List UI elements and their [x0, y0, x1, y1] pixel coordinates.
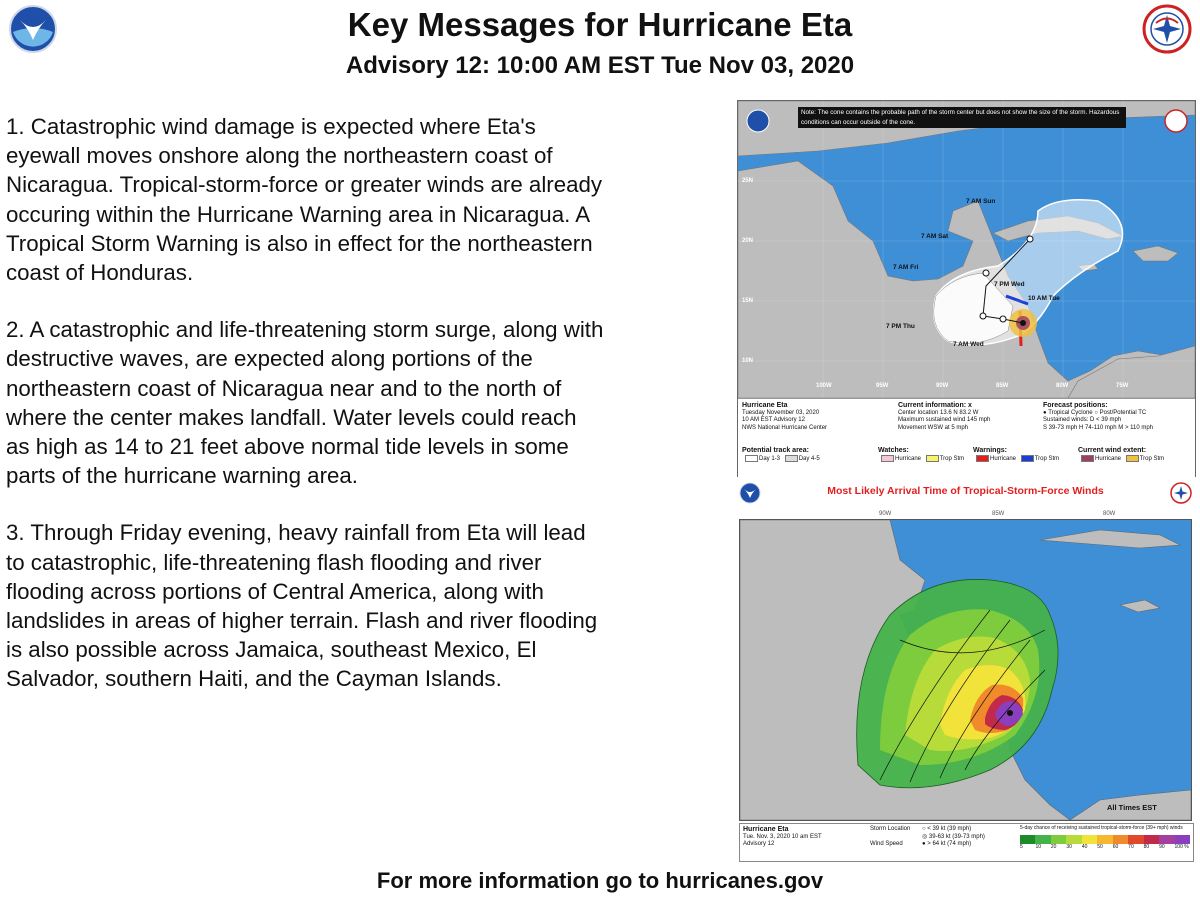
watches-legend [878, 447, 978, 463]
key-messages [6, 112, 606, 722]
cone-storm-advisory: 10 AM EST Advisory 12 [742, 417, 805, 423]
cone-storm-date: Tuesday November 03, 2020 [742, 409, 820, 416]
arrival-wind-key: ○ < 39 kt (39 mph) ◎ 39-63 kt (39-73 mph) ● > 64 kt (74 mph) [922, 826, 985, 847]
current-position-marker [1020, 320, 1026, 326]
arrival-key-labels [870, 826, 922, 849]
lat-label: 20N [742, 238, 754, 244]
cone-legend [738, 398, 1195, 477]
s-wind: S 39-73 mph [1043, 424, 1078, 431]
cone-forecast-info: Forecast positions: ● Tropical Cyclone ○ Post/Potential TC Sustained winds: D < 39 mph S 39-73 mph H 74-110 mph M > 110 mph [1043, 402, 1193, 432]
d-wind: D < 39 mph [1090, 417, 1122, 423]
scale-title: 5-day chance of receiving sustained tropical-storm-force (39+ mph) winds [1020, 825, 1183, 831]
day13-label: Day 1-3 [759, 455, 781, 462]
watch-hurricane: Hurricane [895, 455, 922, 462]
lon-label: 85W [996, 383, 1009, 389]
wind-extent-title: Current wind extent: [1078, 447, 1147, 454]
lat-label: 25N [742, 178, 754, 184]
wind-extent-legend [1078, 447, 1193, 463]
m-wind: M > 110 mph [1118, 424, 1154, 431]
arrival-legend [739, 823, 1194, 862]
lat-label: 15N [742, 298, 754, 304]
warnings-legend [973, 447, 1083, 463]
lon-label: 100W [816, 383, 832, 389]
page-title: Key Messages for Hurricane Eta [347, 6, 853, 43]
lon-label: 80W [1056, 383, 1069, 389]
track-label-wed-pm: 7 PM Wed [994, 281, 1025, 288]
current-info-title: Current information: [898, 402, 967, 409]
storm-location-label: Storm Location [870, 826, 911, 832]
watch-trop-stm: Trop Stm [939, 455, 965, 462]
arrival-map [739, 519, 1192, 821]
key-message-1: 1. Catastrophic wind damage is expected where Eta's eyewall moves onshore along the northeastern coast of Nicaragua. Tropical-storm-force or greater winds are already occuring within the Hurricane Warning area in Nicaragua. A Tropical Storm Warning is also in effect for the northeastern coast of Honduras. [6, 114, 603, 286]
extent-hurricane: Hurricane [1095, 455, 1122, 462]
all-times-label: All Times EST [1107, 803, 1157, 812]
lat-label: 10N [742, 358, 754, 364]
sustained-label: Sustained winds: [1043, 417, 1089, 423]
forecast-tc: Tropical Cyclone [1048, 409, 1093, 416]
lon-label: 75W [1116, 383, 1129, 389]
key-message-3: 3. Through Friday evening, heavy rainfall from Eta will lead to catastrophic, life-threatening flash flooding and river flooding across portions of Central America, along with landslides in areas of higher terrain. Flash and river flooding is also possible across Jamaica, southeast Mexico, El Salvador, southern Haiti, and the Cayman Islands. [6, 520, 598, 692]
movement: Movement WSW at 5 mph [898, 424, 969, 431]
track-label-wed-am: 7 AM Wed [953, 341, 984, 348]
lon-label: 85W [992, 511, 1005, 517]
track-area-legend [742, 447, 872, 463]
forecast-title: Forecast positions: [1043, 402, 1108, 409]
track-label-sat: 7 AM Sat [921, 233, 949, 240]
track-label-tue: 10 AM Tue [1028, 295, 1060, 302]
arrival-storm-advisory: Advisory 12 [743, 841, 775, 847]
track-label-thu: 7 PM Thu [886, 323, 915, 330]
cone-current-info [898, 402, 1038, 432]
forecast-cone-graphic [737, 100, 1196, 477]
track-label-sun: 7 AM Sun [966, 198, 996, 205]
lon-label: 90W [936, 383, 949, 389]
footer-link-text: For more information go to hurricanes.gov [376, 868, 824, 893]
wind-speed-label: Wind Speed [870, 841, 903, 847]
arrival-storm-name: Hurricane Eta [743, 826, 789, 833]
h-wind: H 74-110 mph [1079, 424, 1117, 431]
warnings-title: Warnings: [973, 447, 1007, 454]
track-area-title: Potential track area: [742, 447, 809, 454]
warning-trop-stm: Trop Stm [1034, 455, 1060, 462]
current-marker-icon: x [968, 402, 972, 409]
probability-scale [1020, 825, 1190, 851]
cone-storm-center: NWS National Hurricane Center [742, 424, 828, 431]
arrival-time-graphic [737, 480, 1194, 860]
advisory-subtitle: Advisory 12: 10:00 AM EST Tue Nov 03, 2020 [345, 52, 855, 79]
lon-label: 95W [876, 383, 889, 389]
scale-labels: 5 10 20 30 40 50 60 70 80 90 100 % [1020, 843, 1189, 850]
cone-map [738, 101, 1195, 398]
max-winds: Maximum sustained wind 145 mph [898, 417, 991, 423]
wind-key-1: < 39 kt (39 mph) [927, 826, 972, 832]
cone-storm-name: Hurricane Eta [742, 402, 788, 409]
wind-key-3: > 64 kt (74 mph) [927, 841, 972, 847]
cone-note: Note: The cone contains the probable path of the storm center but does not show the size of the storm. Hazardous conditions can occur outside of the cone. [798, 107, 1126, 128]
track-label-fri: 7 AM Fri [893, 264, 919, 271]
extent-trop-stm: Trop Stm [1139, 455, 1165, 462]
arrival-storm-date: Tue. Nov. 3, 2020 10 am EST [743, 833, 822, 840]
lon-label: 90W [879, 511, 892, 517]
scale-swatches [1020, 835, 1190, 844]
forecast-post: Post/Potential TC [1099, 409, 1147, 416]
watches-title: Watches: [878, 447, 909, 454]
lon-label: 80W [1103, 511, 1116, 517]
warning-hurricane: Hurricane [990, 455, 1017, 462]
center-location: Center location 13.6 N 83.2 W [898, 409, 979, 416]
wind-key-2: 39-63 kt (39-73 mph) [928, 833, 985, 840]
day45-label: Day 4-5 [798, 455, 820, 462]
arrival-title: Most Likely Arrival Time of Tropical-Storm-Force Winds [827, 485, 1104, 497]
cone-storm-info [742, 402, 882, 432]
arrival-storm-info [743, 826, 868, 849]
key-message-2: 2. A catastrophic and life-threatening storm surge, along with destructive waves, are expected along portions of the northeastern coast of Nicaragua near and to the north of where the center makes landfall. Water levels could reach as high as 14 to 21 feet above normal tide levels in some parts of the hurricane warning area. [6, 317, 604, 489]
